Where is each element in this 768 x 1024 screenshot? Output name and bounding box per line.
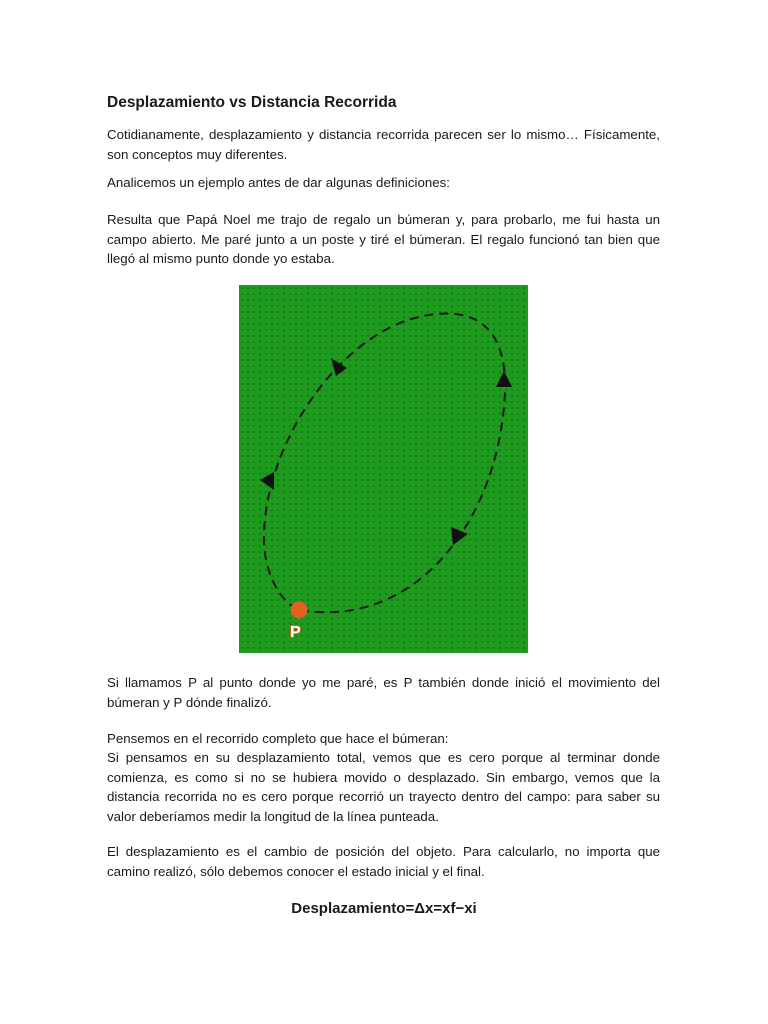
paragraph-intro: Cotidianamente, desplazamiento y distancia recorrida parecen ser lo mismo… Físicamente, son conceptos muy diferentes. xyxy=(107,127,660,162)
document-title: Desplazamiento vs Distancia Recorrida xyxy=(107,94,397,111)
paragraph-story: Resulta que Papá Noel me trajo de regalo un búmeran y, para probarlo, me fui hasta un campo abierto. Me paré junto a un poste y tiré el búmeran. El regalo funcionó tan bien que llegó al mismo punto donde yo estaba. xyxy=(107,212,660,266)
paragraph-example: Analicemos un ejemplo antes de dar algunas definiciones: xyxy=(107,175,450,190)
paragraph-point-p: Si llamamos P al punto donde yo me paré, es P también donde inició el movimiento del búmeran y P dónde finalizó. xyxy=(107,675,660,710)
start-point-p xyxy=(291,602,308,619)
point-p-label: P xyxy=(290,624,301,641)
paragraph-definition: El desplazamiento es el cambio de posición del objeto. Para calcularlo, no importa que camino realizó, sólo debemos conocer el estado inicial y el final. xyxy=(107,844,660,879)
boomerang-diagram xyxy=(239,285,528,653)
paragraph-recorrido: Pensemos en el recorrido completo que hace el búmeran: xyxy=(107,731,449,746)
displacement-formula: Desplazamiento=Δx=xf−xi xyxy=(291,900,477,917)
paragraph-analysis: Si pensamos en su desplazamiento total, vemos que es cero porque al terminar donde comienza, es como si no se hubiera movido o desplazado. Sin embargo, vemos que la distancia recorrida no es cero porque recorrió un trayecto dentro del campo: para saber su valor deberíamos medir la longitud de la línea punteada. xyxy=(107,750,660,824)
boomerang-field-figure xyxy=(239,285,528,653)
